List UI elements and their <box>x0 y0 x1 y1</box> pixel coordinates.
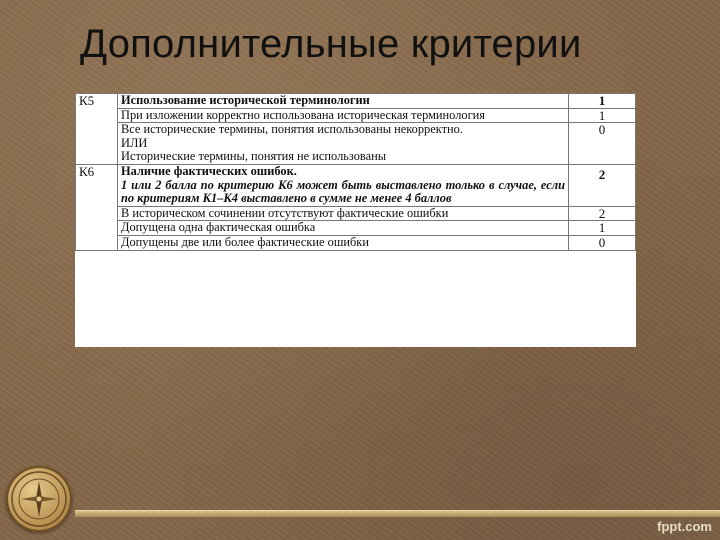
criteria-table <box>75 93 636 251</box>
criteria-document <box>75 93 636 347</box>
table-row <box>76 94 636 109</box>
table-row <box>76 123 636 165</box>
table-row <box>76 235 636 250</box>
criterion-note-k6: 1 или 2 балла по критерию К6 может быть выставлено только в случае, если по критериям К1–К4 выставлено в сумме не менее 4 баллов <box>121 177 565 206</box>
slide-title: Дополнительные критерии <box>80 22 582 66</box>
compass-seal-icon <box>6 466 72 532</box>
criterion-row-points: 2 <box>569 206 636 221</box>
criterion-row-text: Допущены две или более фактические ошибки <box>118 235 569 250</box>
criterion-row-line: Исторические термины, понятия не использованы <box>121 149 387 164</box>
criterion-code-k5: К5 <box>76 94 118 165</box>
criterion-row-points: 1 <box>569 108 636 123</box>
criterion-header-k6: Наличие фактических ошибок. <box>121 163 297 178</box>
criterion-row-text <box>118 123 569 165</box>
criterion-header-k5: Использование исторической терминологии <box>118 94 569 109</box>
criterion-code-k6: К6 <box>76 164 118 250</box>
table-row <box>76 206 636 221</box>
criterion-row-text: Допущена одна фактическая ошибка <box>118 221 569 236</box>
table-row <box>76 108 636 123</box>
criterion-row-text: При изложении корректно использована историческая терминология <box>118 108 569 123</box>
criterion-row-points: 0 <box>569 123 636 165</box>
watermark-text: fppt.com <box>657 519 712 534</box>
table-row <box>76 221 636 236</box>
criterion-header-k6-cell <box>118 164 569 206</box>
table-row <box>76 164 636 206</box>
criterion-max-points-k6: 2 <box>569 164 636 206</box>
criterion-row-line: Все исторические термины, понятия использованы некорректно. <box>121 122 463 137</box>
criterion-row-points: 0 <box>569 235 636 250</box>
criterion-max-points-k5: 1 <box>569 94 636 109</box>
criterion-row-text: В историческом сочинении отсутствуют фактические ошибки <box>118 206 569 221</box>
criterion-row-line: ИЛИ <box>121 135 148 150</box>
criterion-row-points: 1 <box>569 221 636 236</box>
footer-bar <box>75 510 720 517</box>
